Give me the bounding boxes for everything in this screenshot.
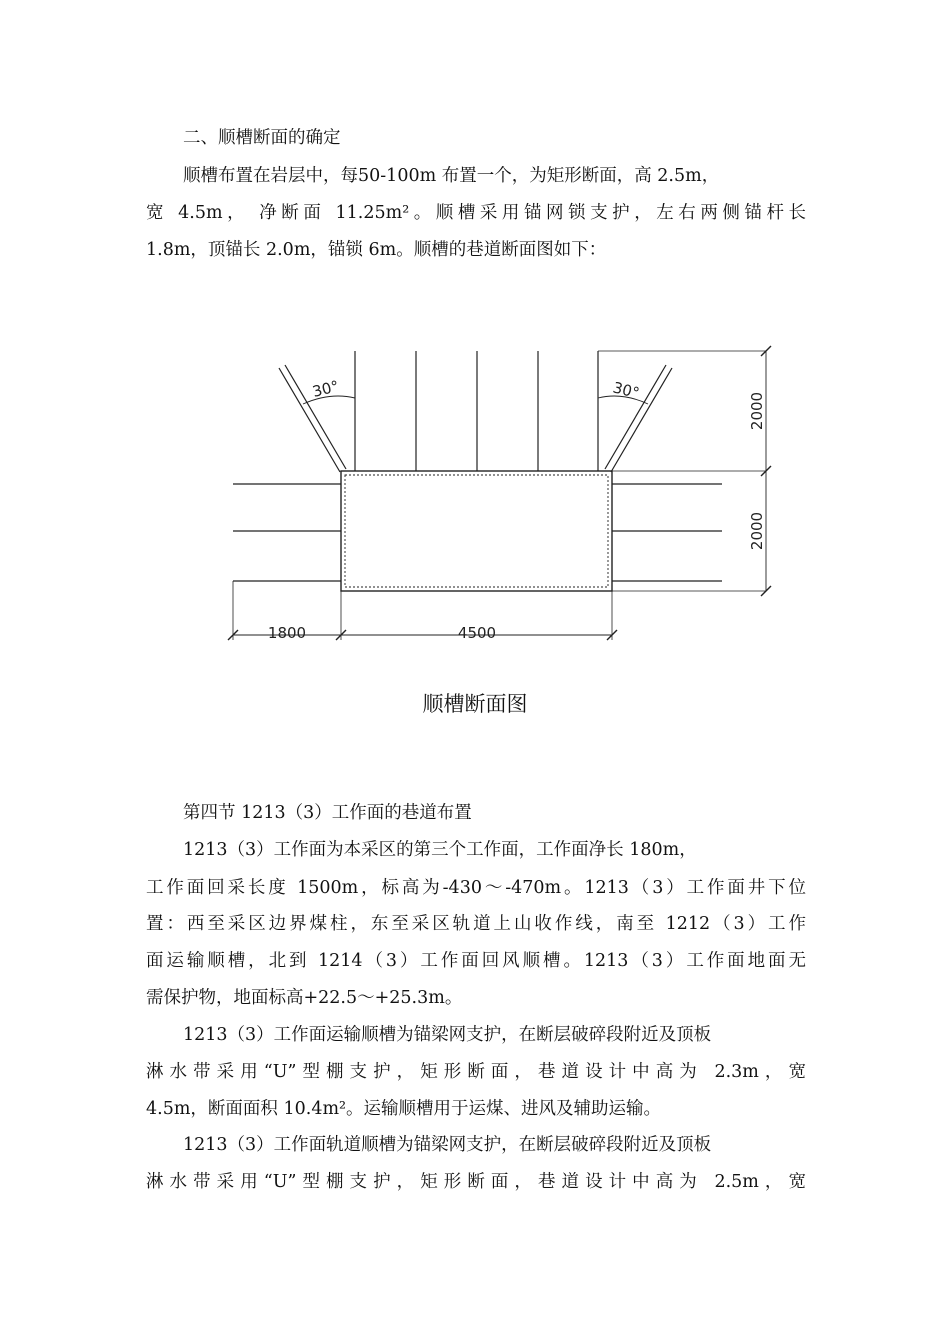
- paragraph-line: 置：西至采区边界煤柱，东至采区轨道上山收作线，南至 1212（3）工作: [146, 914, 806, 934]
- paragraph-line: 需保护物，地面标高+22.5～+25.3m。: [146, 988, 463, 1008]
- paragraph-line: 淋水带采用“U”型棚支护，矩形断面，巷道设计中高为 2.3m，宽: [146, 1062, 806, 1082]
- dimension-label-top: 2000: [748, 391, 766, 431]
- dimension-label-bottom: 4500: [457, 624, 497, 642]
- paragraph-line: 宽 4.5m， 净断面 11.25m²。顺槽采用锚网锁支护，左右两侧锚杆长: [146, 203, 806, 223]
- paragraph-line: 1213（3）工作面轨道顺槽为锚梁网支护，在断层破碎段附近及顶板: [183, 1135, 712, 1155]
- paragraph-line: 工作面回采长度 1500m，标高为-430～-470m。1213（3）工作面井下位: [146, 878, 806, 898]
- section-heading: 二、顺槽断面的确定: [183, 128, 341, 148]
- paragraph-line: 淋水带采用“U”型棚支护，矩形断面，巷道设计中高为 2.5m，宽: [146, 1172, 806, 1192]
- angle-label-left: 30°: [310, 376, 341, 401]
- paragraph-line: 顺槽布置在岩层中，每50-100m 布置一个，为矩形断面，高 2.5m，: [183, 166, 720, 186]
- paragraph-line: 1213（3）工作面为本采区的第三个工作面，工作面净长 180m，: [183, 840, 697, 860]
- paragraph-line: 4.5m，断面面积 10.4m²。运输顺槽用于运煤、进风及辅助运输。: [146, 1099, 662, 1119]
- paragraph-line: 1213（3）工作面运输顺槽为锚梁网支护，在断层破碎段附近及顶板: [183, 1025, 712, 1045]
- paragraph-line: 1.8m，顶锚长 2.0m，锚锁 6m。顺槽的巷道断面图如下：: [146, 240, 607, 260]
- roadway-outline: [341, 471, 612, 591]
- dimension-label-left: 1800: [267, 624, 307, 642]
- dimension-label-mid: 2000: [748, 511, 766, 551]
- paragraph-line: 面运输顺槽，北到 1214（3）工作面回风顺槽。1213（3）工作面地面无: [146, 951, 806, 971]
- angle-label-right: 30°: [611, 378, 642, 403]
- section4-heading: 第四节 1213（3）工作面的巷道布置: [183, 803, 472, 823]
- diagram-caption: 顺槽断面图: [422, 692, 528, 716]
